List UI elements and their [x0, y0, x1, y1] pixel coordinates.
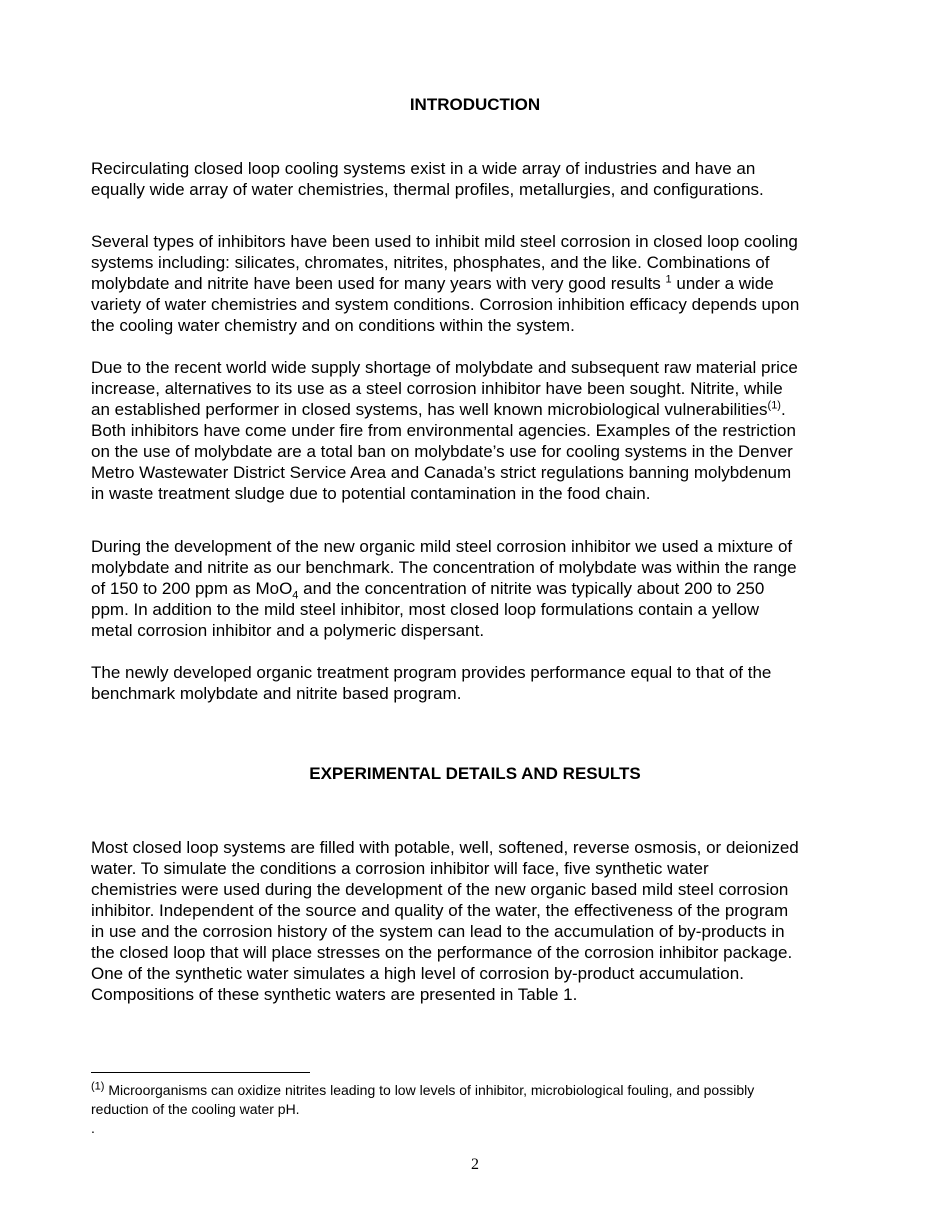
footnote: [91, 1081, 871, 1138]
paragraph-line: Recirculating closed loop cooling systems exist in a wide array of industries and have an: [91, 159, 756, 178]
paragraph-line: The newly developed organic treatment program provides performance equal to that of the: [91, 663, 772, 682]
paragraph-experimental-1: [91, 837, 871, 1005]
paragraph-line: metal corrosion inhibitor and a polymeric dispersant.: [91, 621, 485, 640]
paragraph-text: .: [780, 400, 786, 419]
paragraph-line: One of the synthetic water simulates a high level of corrosion by-product accumulation.: [91, 964, 744, 983]
footnote-reference: (1): [767, 399, 781, 412]
footnote-line: [91, 1081, 871, 1100]
paragraph-text: and the concentration of nitrite was typically about 200 to 250: [298, 579, 765, 598]
paragraph-line: systems including: silicates, chromates, nitrites, phosphates, and the like. Combinations of: [91, 253, 770, 272]
footnote-text: Microorganisms can oxidize nitrites leading to low levels of inhibitor, microbiological fouling, and possibly: [104, 1082, 755, 1098]
footnote-marker: (1): [91, 1080, 105, 1093]
paragraph-line: Several types of inhibitors have been used to inhibit mild steel corrosion in closed loop cooling: [91, 232, 798, 251]
paragraph-line: [91, 273, 871, 294]
paragraph-line: chemistries were used during the development of the new organic based mild steel corrosion: [91, 880, 789, 899]
paragraph-line: on the use of molybdate are a total ban on molybdate’s use for cooling systems in the Denver: [91, 442, 793, 461]
footnote-separator: [91, 1072, 310, 1073]
paragraph-line: Metro Wastewater District Service Area and Canada’s strict regulations banning molybdenum: [91, 463, 792, 482]
paragraph-line: equally wide array of water chemistries, thermal profiles, metallurgies, and configurations.: [91, 180, 764, 199]
paragraph-line: During the development of the new organic mild steel corrosion inhibitor we used a mixture of: [91, 537, 793, 556]
paragraph-line: molybdate and nitrite as our benchmark. The concentration of molybdate was within the range: [91, 558, 797, 577]
paragraph-line: Compositions of these synthetic waters are presented in Table 1.: [91, 985, 578, 1004]
paragraph-text: an established performer in closed systems, has well known microbiological vulnerabilities: [91, 400, 768, 419]
footnote-line: reduction of the cooling water pH.: [91, 1101, 300, 1117]
reference-superscript: 1: [665, 273, 672, 286]
chemical-subscript: 4: [292, 589, 299, 602]
paragraph-line: water. To simulate the conditions a corrosion inhibitor will face, five synthetic water: [91, 859, 709, 878]
paragraph-text: under a wide: [671, 274, 774, 293]
paragraph-line: [91, 399, 871, 420]
paragraph-intro-2: [91, 231, 871, 336]
page-number: 2: [471, 1156, 479, 1173]
paragraph-line: Both inhibitors have come under fire from environmental agencies. Examples of the restriction: [91, 421, 796, 440]
paragraph-line: in waste treatment sludge due to potential contamination in the food chain.: [91, 484, 651, 503]
paragraph-line: the closed loop that will place stresses on the performance of the corrosion inhibitor package.: [91, 943, 793, 962]
paragraph-intro-4: [91, 536, 871, 641]
paragraph-line: benchmark molybdate and nitrite based program.: [91, 684, 462, 703]
paragraph-line: inhibitor. Independent of the source and quality of the water, the effectiveness of the program: [91, 901, 789, 920]
paragraph-text: of 150 to 200 ppm as MoO: [91, 579, 293, 598]
paragraph-intro-5: [91, 662, 871, 704]
paragraph-line: ppm. In addition to the mild steel inhibitor, most closed loop formulations contain a yellow: [91, 600, 760, 619]
paragraph-line: increase, alternatives to its use as a steel corrosion inhibitor have been sought. Nitrite, while: [91, 379, 783, 398]
paragraph-line: Most closed loop systems are filled with potable, well, softened, reverse osmosis, or deionized: [91, 838, 799, 857]
introduction-heading: INTRODUCTION: [409, 95, 541, 114]
footnote-line: .: [91, 1120, 95, 1136]
paragraph-line: Due to the recent world wide supply shortage of molybdate and subsequent raw material price: [91, 358, 798, 377]
paragraph-intro-1: [91, 158, 871, 200]
paragraph-line: the cooling water chemistry and on conditions within the system.: [91, 316, 575, 335]
paragraph-line: [91, 578, 871, 602]
paragraph-intro-3: [91, 357, 871, 504]
paragraph-line: in use and the corrosion history of the system can lead to the accumulation of by-products in: [91, 922, 785, 941]
paragraph-text: molybdate and nitrite have been used for many years with very good results: [91, 274, 666, 293]
experimental-heading: EXPERIMENTAL DETAILS AND RESULTS: [309, 764, 641, 783]
paragraph-line: variety of water chemistries and system conditions. Corrosion inhibition efficacy depends upon: [91, 295, 800, 314]
